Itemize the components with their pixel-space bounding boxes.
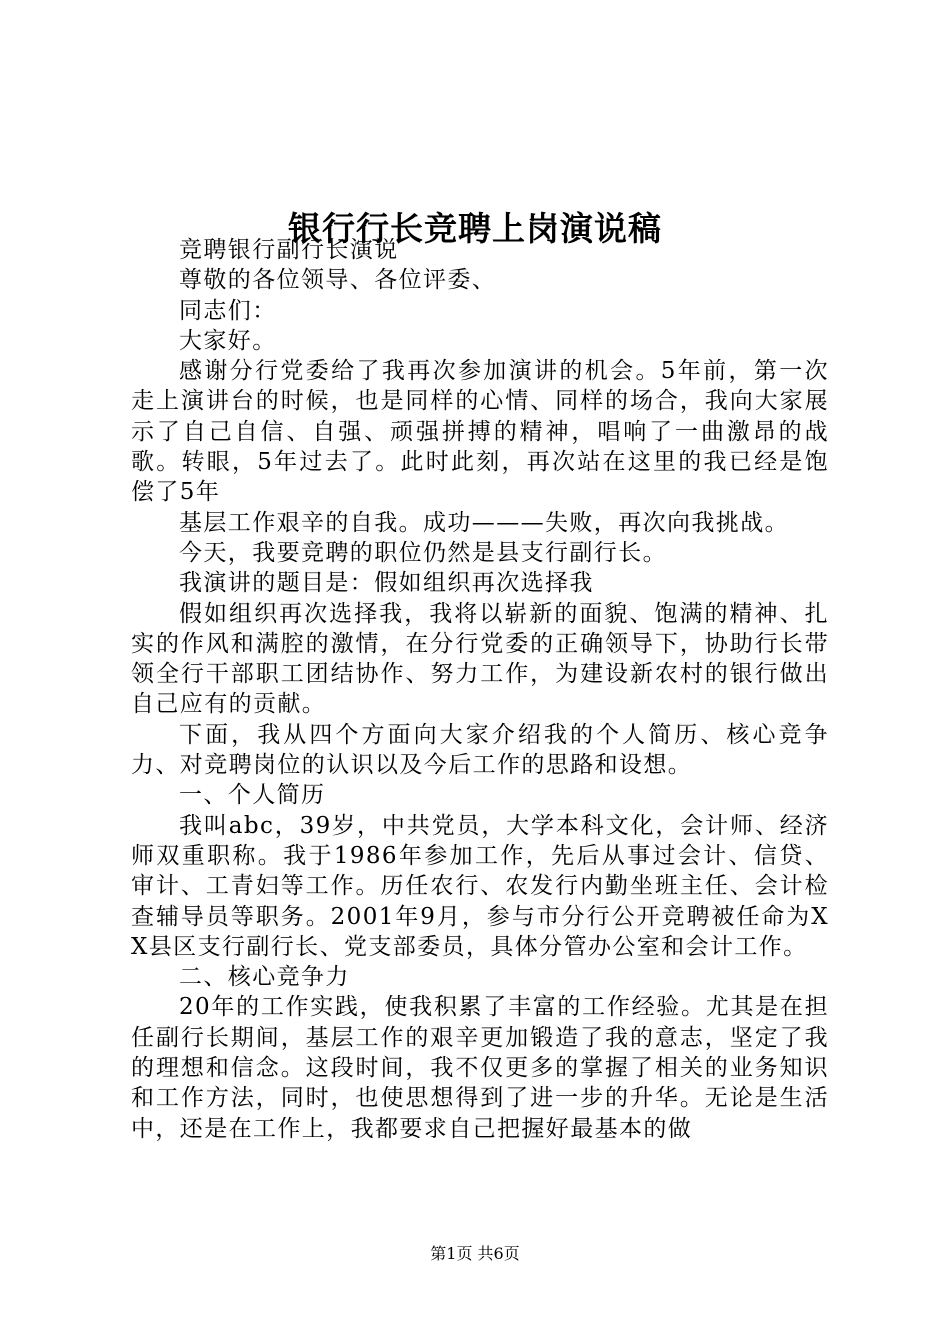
paragraph-topic: 我演讲的题目是：假如组织再次选择我 [179, 570, 594, 597]
paragraph-competence: 20年的工作实践，使我积累了丰富的工作经验。尤其是在担任副行长期间，基层工作的艰辛更加锻造了我的意志，坚定了我的理想和信念。这段时间，我不仅更多的掌握了相关的业务知识和工作方法，同时，也使思想得到了进一步的升华。无论是生活中，还是在工作上，我都要求自己把握好最基本的做 [131, 994, 829, 1142]
paragraph-position: 今天，我要竞聘的职位仍然是县支行副行长。 [179, 539, 667, 566]
paragraph-salutation: 尊敬的各位领导、各位评委、 [179, 267, 497, 294]
section-heading-resume: 一、个人简历 [179, 782, 326, 809]
paragraph-challenge: 基层工作艰辛的自我。成功———失败，再次向我挑战。 [179, 509, 789, 536]
section-heading-competence: 二、核心竞争力 [179, 964, 350, 991]
paragraph-outline: 下面，我从四个方面向大家介绍我的个人简历、核心竞争力、对竞聘岗位的认识以及今后工作的思路和设想。 [131, 721, 829, 779]
paragraph-heading-speech: 竞聘银行副行长演说 [179, 237, 399, 263]
paragraph-resume: 我叫abc，39岁，中共党员，大学本科文化，会计师、经济师双重职称。我于1986年参加工作，先后从事过会计、信贷、审计、工青妇等工作。历任农行、农发行内勤坐班主任、会计检查辅导员等职务。2001年9月，参与市分行公开竞聘被任命为XX县区支行副行长、党支部委员，具体分管办公室和会计工作。 [131, 812, 829, 960]
paragraph-greeting: 大家好。 [179, 327, 277, 354]
page-indicator: 第1页 共6页 [430, 1244, 520, 1263]
paragraph-commitment: 假如组织再次选择我，我将以崭新的面貌、饱满的精神、扎实的作风和满腔的激情，在分行党委的正确领导下，协助行长带领全行干部职工团结协作、努力工作，为建设新农村的银行做出自己应有的贡献。 [131, 600, 829, 718]
paragraph-thanks: 感谢分行党委给了我再次参加演讲的机会。5年前，第一次走上演讲台的时候，也是同样的心情、同样的场合，我向大家展示了自己自信、自强、顽强拼搏的精神，唱响了一曲激昂的战歌。转眼，5年过去了。此时此刻，再次站在这里的我已经是饱偿了5年 [131, 358, 829, 506]
paragraph-salutation-comrades: 同志们： [179, 297, 277, 324]
document-body [131, 235, 829, 1144]
document-title: 银行行长竞聘上岗演说稿 [288, 209, 662, 249]
